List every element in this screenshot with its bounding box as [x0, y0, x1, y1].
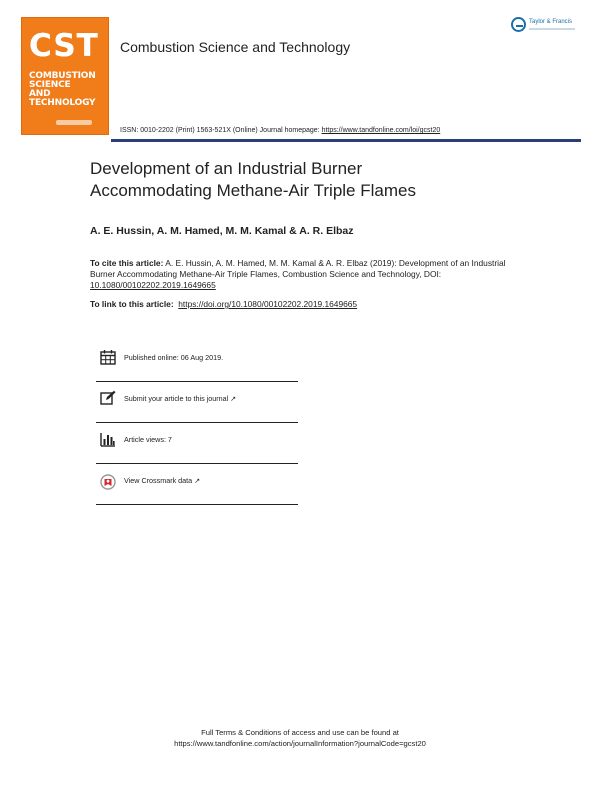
footer-terms-url[interactable]: https://www.tandfonline.com/action/journalInformation?journalCode=gcst20: [174, 739, 426, 748]
meta-published: [96, 341, 298, 382]
article-meta-list: [96, 341, 298, 505]
cover-publisher-mark: [56, 120, 92, 125]
article-authors: A. E. Hussin, A. M. Hamed, M. M. Kamal & A. R. Elbaz: [90, 225, 354, 237]
issn-line: [120, 127, 440, 134]
meta-views: [96, 423, 298, 464]
article-title-line: Accommodating Methane-Air Triple Flames: [90, 181, 416, 200]
published-date: Published online: 06 Aug 2019.: [124, 353, 224, 362]
citation-label: To cite this article:: [90, 258, 164, 268]
article-views: Article views: 7: [124, 435, 172, 444]
cover-title-line: AND: [29, 89, 51, 99]
citation-block: [90, 258, 510, 291]
cover-title-line: COMBUSTION: [29, 71, 96, 81]
calendar-icon: [100, 349, 116, 365]
footer-terms: [0, 727, 600, 749]
footer-terms-text: Full Terms & Conditions of access and use can be found at: [201, 728, 399, 737]
edit-icon: [100, 390, 116, 406]
article-title: [90, 158, 510, 202]
meta-submit[interactable]: [96, 382, 298, 423]
submit-article-label: Submit your article to this journal: [124, 394, 229, 403]
crossmark-link[interactable]: [124, 476, 200, 485]
cover-mark: CST: [29, 28, 99, 64]
external-link-icon: ↗: [194, 478, 201, 485]
journal-cover: [21, 17, 109, 135]
crossmark-icon: [100, 474, 116, 490]
bar-chart-icon: [100, 431, 116, 447]
crossmark-label: View Crossmark data: [124, 476, 193, 485]
journal-name: Combustion Science and Technology: [120, 39, 351, 55]
publisher-name: Taylor & Francis: [529, 19, 573, 25]
cover-title: [29, 72, 102, 108]
publisher-logo[interactable]: [511, 17, 583, 41]
article-title-line: Development of an Industrial Burner: [90, 159, 363, 178]
citation-text: A. E. Hussin, A. M. Hamed, M. M. Kamal & A. R. Elbaz (2019): Development of an Industrial Burner Accommodating Methane-Air Triple Flames, Combustion Science and Technology, DOI:: [90, 258, 506, 279]
publisher-logo-icon: [511, 17, 526, 32]
external-link-icon: ↗: [230, 396, 237, 403]
issn-text: ISSN: 0010-2202 (Print) 1563-521X (Online) Journal homepage:: [120, 127, 322, 134]
header-rule: [111, 139, 581, 142]
article-link-label: To link to this article:: [90, 299, 174, 309]
citation-doi-link[interactable]: 10.1080/00102202.2019.1649665: [90, 280, 216, 290]
submit-article-link[interactable]: [124, 394, 236, 403]
article-link-line: [90, 299, 357, 309]
cover-title-line: TECHNOLOGY: [29, 98, 96, 108]
meta-crossmark[interactable]: [96, 464, 298, 505]
journal-homepage-link[interactable]: https://www.tandfonline.com/loi/gcst20: [321, 127, 441, 134]
cover-title-line: SCIENCE: [29, 80, 71, 90]
article-doi-url[interactable]: https://doi.org/10.1080/00102202.2019.1649665: [178, 299, 358, 309]
publisher-tagline-bar: [529, 28, 575, 30]
